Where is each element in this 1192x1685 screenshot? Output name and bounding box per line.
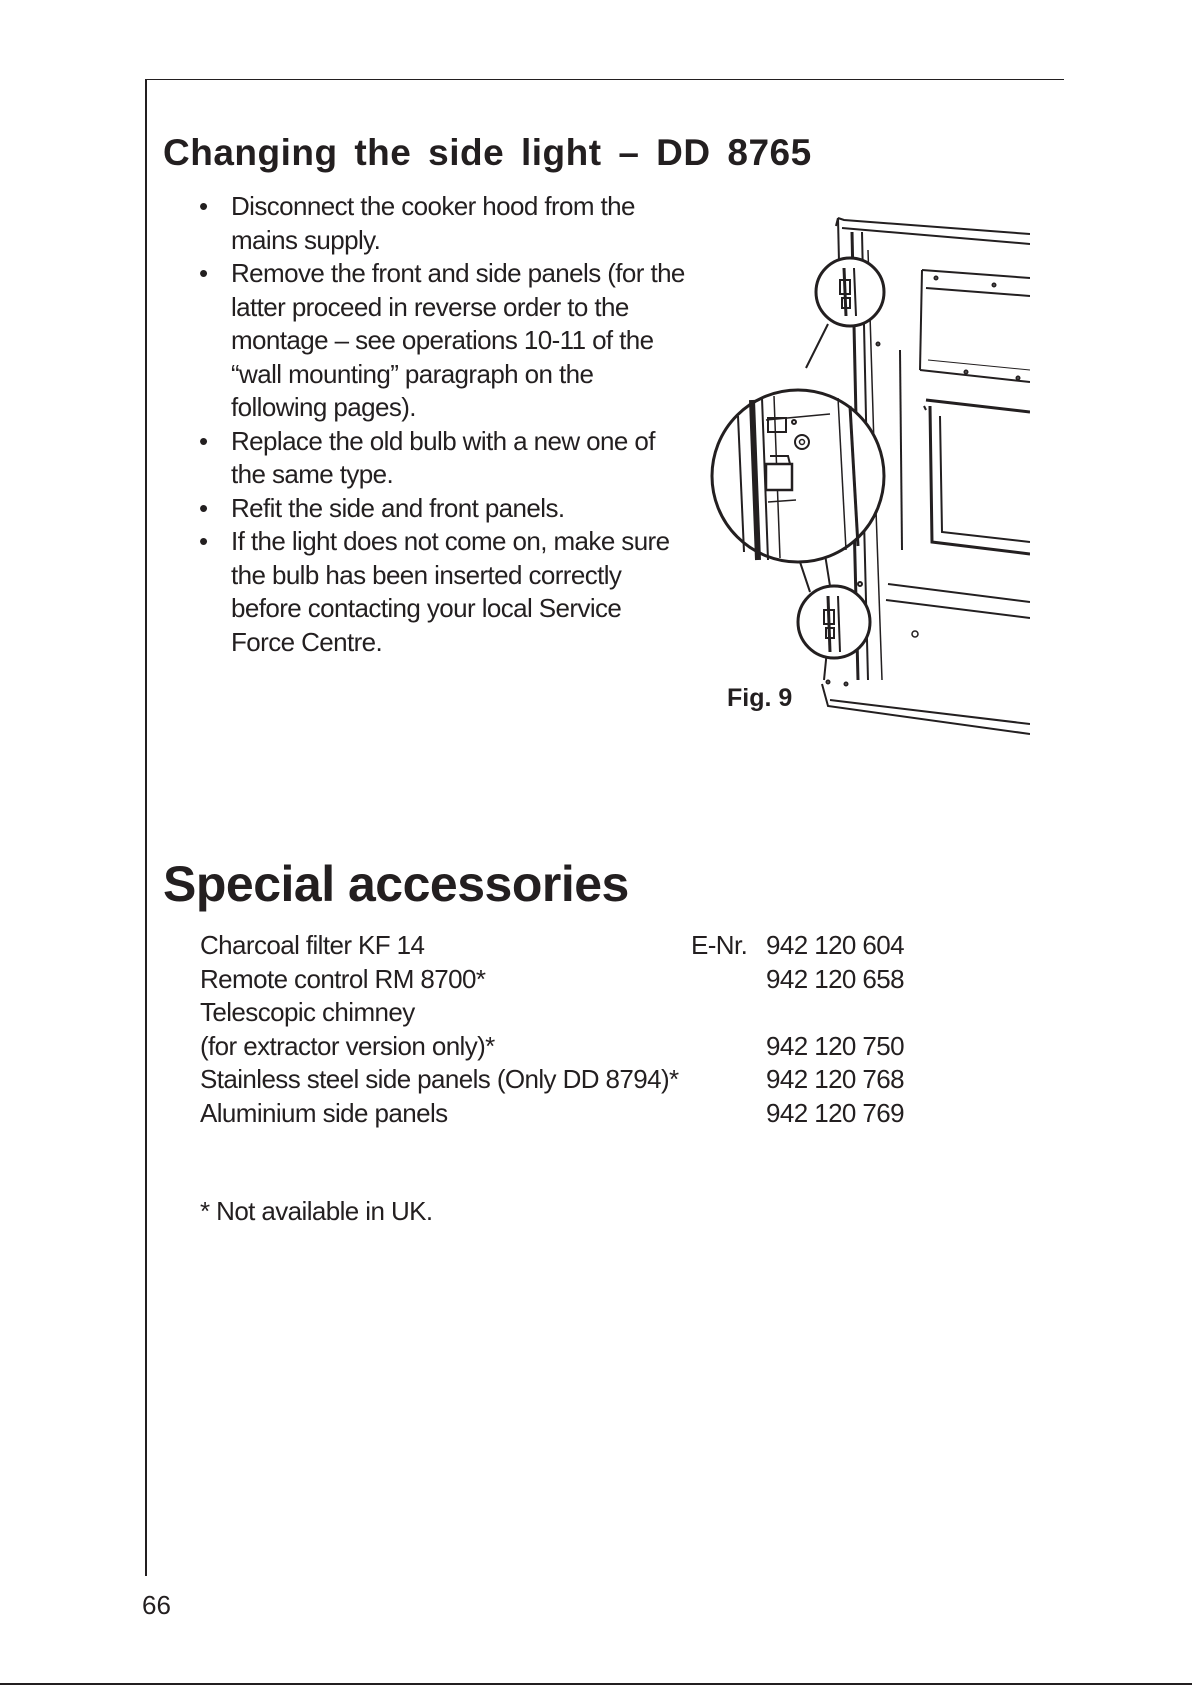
bullet: • bbox=[199, 526, 208, 556]
side-rule bbox=[145, 79, 147, 1576]
bullet: • bbox=[199, 425, 208, 456]
accessory-name: Aluminium side panels bbox=[200, 1097, 448, 1128]
table-row bbox=[200, 1030, 920, 1064]
step-text: If the light does not come on, make sure the bulb has been inserted correctly before contacting your local Service Force Centre. bbox=[231, 526, 670, 657]
figure-label: Fig. 9 bbox=[727, 684, 793, 712]
table-row bbox=[200, 996, 920, 1030]
accessory-name: Charcoal filter KF 14 bbox=[200, 930, 425, 960]
part-number: 942 120 604 bbox=[766, 930, 904, 960]
footnote: * Not available in UK. bbox=[200, 1196, 433, 1226]
accessories-table bbox=[200, 929, 920, 1130]
table-row bbox=[200, 963, 920, 997]
part-number: 942 120 768 bbox=[766, 1064, 904, 1094]
bullet: • bbox=[199, 492, 208, 523]
enr-label: E-Nr. bbox=[691, 930, 748, 960]
table-row bbox=[200, 1097, 920, 1131]
part-number: 942 120 750 bbox=[766, 1030, 904, 1061]
list-item bbox=[199, 257, 689, 425]
accessory-name: (for extractor version only)* bbox=[200, 1030, 495, 1061]
bullet: • bbox=[199, 191, 208, 221]
bullet: • bbox=[199, 258, 208, 288]
part-number: 942 120 658 bbox=[766, 963, 904, 994]
list-item bbox=[199, 425, 689, 492]
table-row bbox=[200, 1063, 920, 1097]
accessory-name: Remote control RM 8700* bbox=[200, 963, 486, 994]
accessory-name: Stainless steel side panels (Only DD 8794)* bbox=[200, 1064, 679, 1094]
cooker-hood-side-light-illustration bbox=[710, 210, 1030, 750]
list-item bbox=[199, 525, 689, 659]
top-rule bbox=[145, 79, 1064, 80]
page-number: 66 bbox=[142, 1590, 171, 1620]
accessory-name: Telescopic chimney bbox=[200, 997, 415, 1027]
part-number: 942 120 769 bbox=[766, 1097, 904, 1128]
section-title: Changing the side light – DD 8765 bbox=[163, 132, 812, 173]
accessories-title: Special accessories bbox=[163, 856, 629, 912]
step-text: Replace the old bulb with a new one of the same type. bbox=[231, 425, 655, 489]
table-row bbox=[200, 929, 920, 963]
list-item bbox=[199, 492, 689, 526]
step-text: Disconnect the cooker hood from the mains supply. bbox=[231, 191, 635, 255]
list-item bbox=[199, 190, 689, 257]
step-text: Remove the front and side panels (for the latter proceed in reverse order to the montage – see operations 10-11 of the “wall mounting” paragraph on the following pages). bbox=[231, 258, 685, 422]
step-text: Refit the side and front panels. bbox=[231, 492, 565, 523]
steps-list bbox=[199, 190, 689, 659]
